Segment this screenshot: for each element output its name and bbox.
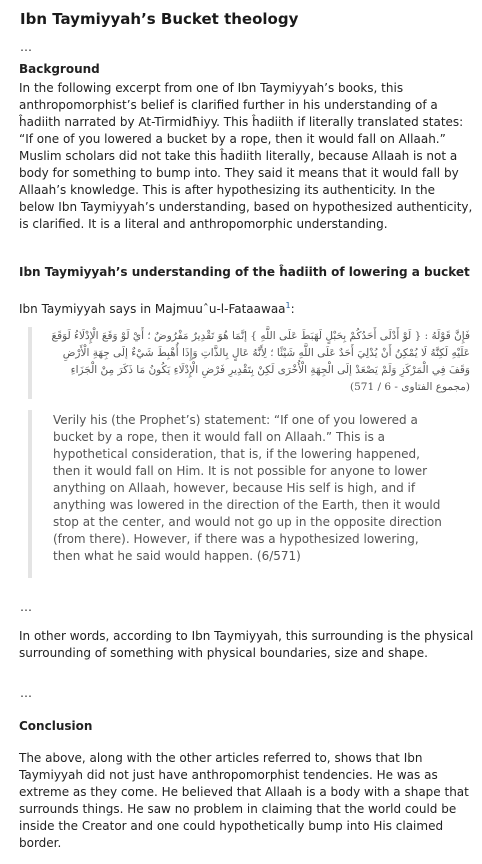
conclusion-text: The above, along with the other articles referred to, shows that Ibn Taymiyyah did not just have anthropomorphist tendencies. He was as extreme as they come. He believed that Allaah is a body with a shape that surrounds things. He saw no problem in claiming that the world could be inside the Creator and one could hypothetically bump into His claimed border. xyxy=(19,751,469,850)
surrounding-text: In other words, according to Ibn Taymiyyah, this surrounding is the physical surrounding of something with physical boundaries, size and shape. xyxy=(19,629,474,660)
footnote-link[interactable]: 1 xyxy=(285,301,291,310)
article-title: Ibn Taymiyyah’s Bucket theology xyxy=(20,10,299,28)
section-heading: Ibn Taymiyyah’s understanding of the ĥadiith of lowering a bucket xyxy=(19,265,470,279)
ellipsis-top: … xyxy=(20,40,32,54)
translation-quote: Verily his (the Prophet’s) statement: “If one of you lowered a bucket by a rope, then it would fall on Allaah.” This is a hypothetical consideration, that is, if the lowering happened, then it would fall on Him. It is not possible for anyone to lower anything on Allaah, however, because His self is high, and if anything was lowered in the direction of the Earth, then it would stop at the center, and would not go up in the opposite direction (from there). However, if there was a hypothesized lowering, then what he said would happen. (6/571) xyxy=(53,413,442,563)
background-text: In the following excerpt from one of Ibn Taymiyyah’s books, this anthropomorphist’s belief is clarified further in his understanding of a ĥadiith narrated by At-Tirmidħiyy. This ĥadiith if literally translated states: “If one of you lowered a bucket by a rope, then it would fall on Allaah.” Muslim scholars did not take this ĥadiith literally, because Allaah is not a body for something to bump into. They said it means that it would fall by Allaah’s knowledge. This is after hypothesizing its authenticity. In the below Ibn Taymiyyah’s understanding, based on hypothesized authenticity, is clarified. It is a literal and anthropomorphic understanding. xyxy=(19,81,473,231)
conclusion-heading: Conclusion xyxy=(19,719,93,733)
intro-colon: : xyxy=(290,302,295,316)
arabic-quote-bar xyxy=(28,327,32,399)
ellipsis-bottom: … xyxy=(20,686,32,700)
conclusion-paragraph xyxy=(19,750,474,852)
surrounding-paragraph xyxy=(19,628,474,662)
intro-text: Ibn Taymiyyah says in Majmuuˆu-l-Fataawaa xyxy=(19,302,286,316)
translation-quote-bar xyxy=(28,410,32,578)
arabic-quote-reference: (مجموع الفتاوى - 6 / 571) xyxy=(350,381,470,393)
ellipsis-middle: … xyxy=(20,600,32,614)
arabic-quote xyxy=(50,328,470,396)
arabic-quote-text: فَإِنَّ قَوْلَهُ : { لَوْ أَدْلَى أَحَدُكُمْ بِحَبْلٍ لَهَبَطَ عَلَى اللَّهِ } إنَّمَا هُوَ تَقْدِيرٌ مَفْرُوضٌ ؛ أَيْ لَوْ وَقَعَ الْإِدْلَاءُ لَوَقَعَ عَلَيْهِ لَكِنَّهُ لَا يُمْكِنُ أَنْ يُدْلِيَ أَحَدٌ عَلَى اللَّهِ شَيْئًا ؛ لِأَنَّهُ عَالٍ بِالذَّاتِ وَإِذَا أُهْبِطَ شَيْءٌ إلَى جِهَةِ الْأَرْضِ وَقَفَ فِي الْمَرْكَزِ وَلَمْ يَصْعَدْ إلَى الْجِهَةِ الْأُخْرَى لَكِنْ بِتَقْدِيرِ فَرْضِ الْإِدْلَاءِ يَكُونُ مَا ذَكَرَ مِنْ الْجَزَاءِ xyxy=(51,330,470,376)
background-heading: Background xyxy=(19,62,100,76)
background-paragraph xyxy=(19,80,474,233)
intro-paragraph xyxy=(19,297,474,318)
